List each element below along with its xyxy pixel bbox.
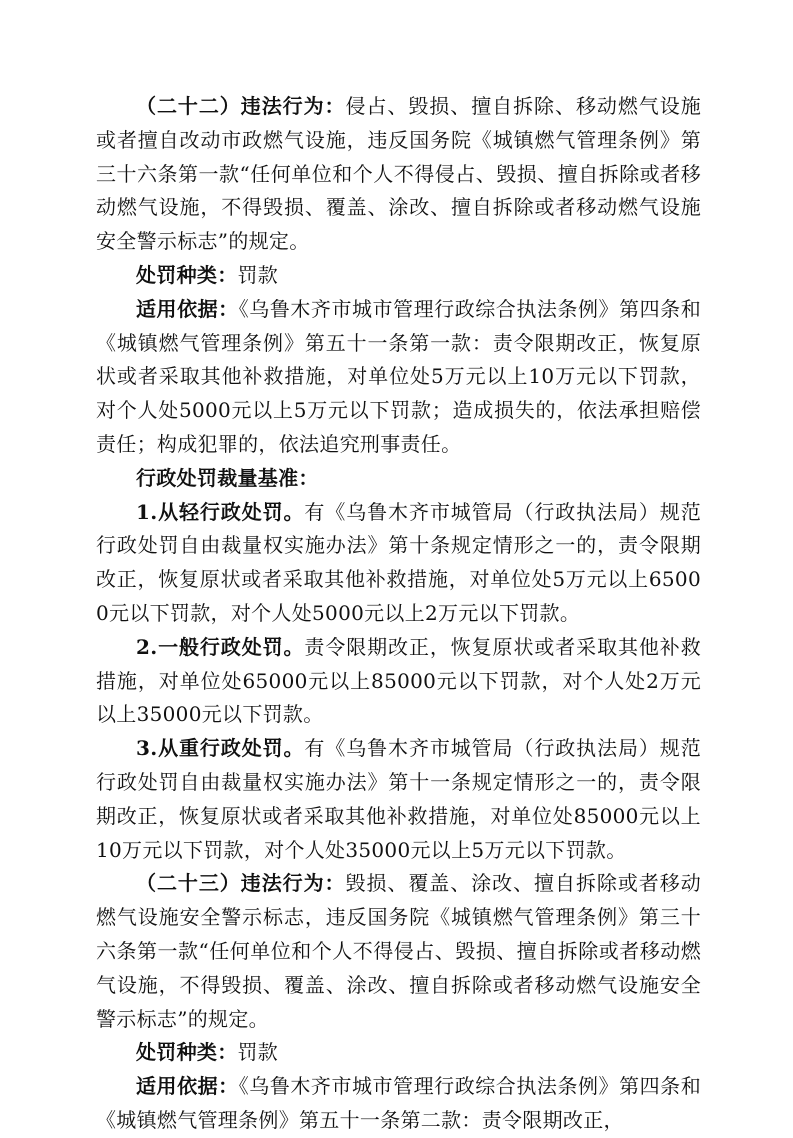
level-text: 责令限期改正，恢复原状或者采取其他补救措施，对单位处65000元以上85000元以下罚款，对个人处2万元以上35000元以下罚款。 <box>96 634 701 727</box>
violation-text: 侵占、毁损、擅自拆除、移动燃气设施或者擅自改动市政燃气设施，违反国务院《城镇燃气管理条例》第三十六条第一款“任何单位和个人不得侵占、毁损、擅自拆除或者移动燃气设施，不得毁损、覆盖、涂改、擅自拆除或者移动燃气设施安全警示标志”的规定。 <box>96 94 701 254</box>
penalty-type-label: 处罚种类： <box>136 1040 238 1065</box>
level-paragraph-heavy <box>96 732 701 867</box>
document-page <box>96 90 701 1138</box>
violation-text: 毁损、覆盖、涂改、擅自拆除或者移动燃气设施安全警示标志，违反国务院《城镇燃气管理条例》第三十六条第一款“任何单位和个人不得侵占、毁损、擅自拆除或者移动燃气设施，不得毁损、覆盖、涂改、擅自拆除或者移动燃气设施安全警示标志”的规定。 <box>96 871 701 1031</box>
level-text: 有《乌鲁木齐市城管局（行政执法局）规范行政处罚自由裁量权实施办法》第十一条规定情形之一的，责令限期改正，恢复原状或者采取其他补救措施，对单位处85000元以上10万元以下罚款，对个人处35000元以上5万元以下罚款。 <box>96 736 701 862</box>
basis-paragraph <box>96 293 701 462</box>
penalty-type-label: 处罚种类： <box>136 262 238 287</box>
penalty-type-text: 罚款 <box>237 262 279 287</box>
level-label: 1.从轻行政处罚。 <box>136 499 305 524</box>
level-paragraph-general <box>96 631 701 732</box>
level-text: 有《乌鲁木齐市城管局（行政执法局）规范行政处罚自由裁量权实施办法》第十条规定情形之一的，责令限期改正，恢复原状或者采取其他补救措施，对单位处5万元以上65000元以下罚款，对个人处5000元以上2万元以下罚款。 <box>96 499 701 625</box>
level-label: 2.一般行政处罚。 <box>136 634 305 659</box>
basis-text: 《乌鲁木齐市城市管理行政综合执法条例》第四条和《城镇燃气管理条例》第五十一条第一款：责令限期改正，恢复原状或者采取其他补救措施，对单位处5万元以上10万元以下罚款，对个人处5000元以上5万元以下罚款；造成损失的，依法承担赔偿责任；构成犯罪的，依法追究刑事责任。 <box>96 296 702 456</box>
level-paragraph-light <box>96 496 701 631</box>
standard-heading <box>96 462 701 496</box>
level-label: 3.从重行政处罚。 <box>136 736 305 761</box>
basis-label: 适用依据： <box>136 296 239 321</box>
basis-text: 《乌鲁木齐市城市管理行政综合执法条例》第四条和《城镇燃气管理条例》第五十一条第二款：责令限期改正， <box>96 1074 702 1132</box>
standard-label: 行政处罚裁量基准： <box>136 465 319 490</box>
violation-paragraph <box>96 867 701 1036</box>
penalty-type-text: 罚款 <box>237 1040 279 1065</box>
basis-label: 适用依据： <box>136 1074 239 1099</box>
violation-paragraph <box>96 90 701 259</box>
violation-label: （二十三）违法行为： <box>136 871 346 896</box>
penalty-type-paragraph <box>96 259 701 293</box>
violation-label: （二十二）违法行为： <box>136 94 346 118</box>
penalty-type-paragraph <box>96 1036 701 1070</box>
basis-paragraph <box>96 1070 701 1138</box>
